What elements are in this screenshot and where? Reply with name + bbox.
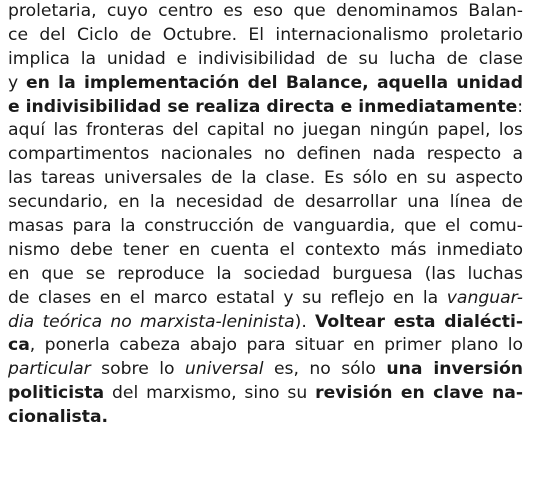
bold-text: en la implementación del Balance, aquella unidad	[25, 72, 523, 93]
text-run: las tareas universales de la clase. Es sólo en su aspecto	[8, 168, 523, 189]
italic-text: particular	[8, 359, 91, 380]
italic-text: universal	[184, 359, 264, 380]
text-line	[8, 263, 523, 287]
text-line	[8, 0, 523, 24]
text-line	[8, 72, 523, 96]
text-run: y	[8, 72, 26, 93]
body-paragraph	[8, 0, 523, 430]
text-line	[8, 358, 523, 382]
text-line	[8, 311, 523, 335]
text-line	[8, 143, 523, 167]
text-line	[8, 119, 523, 143]
text-run: nismo debe tener en cuenta el contexto más inmediato	[8, 239, 523, 260]
text-line	[8, 48, 523, 72]
text-run: es, no sólo	[263, 359, 387, 380]
text-run: ).	[294, 311, 316, 332]
text-line	[8, 191, 523, 215]
bold-text: Voltear esta dialécti-	[315, 311, 523, 332]
text-run: de clases en el marco estatal y su reflejo en la	[8, 287, 447, 308]
bold-text: una inversión	[386, 359, 524, 380]
text-line	[8, 334, 523, 358]
text-line	[8, 24, 523, 48]
text-run: :	[517, 96, 524, 117]
bold-text: e indivisibilidad se realiza directa e inmediatamente	[8, 96, 518, 117]
bold-text: politicista	[8, 383, 105, 404]
italic-text: dia teórica no marxista-leninista	[8, 311, 295, 332]
text-run: sobre lo	[90, 359, 185, 380]
bold-text: cionalista.	[8, 407, 109, 428]
text-line	[8, 406, 523, 430]
text-line	[8, 215, 523, 239]
text-line	[8, 239, 523, 263]
bold-text: ca	[8, 335, 30, 356]
italic-text: vanguar-	[446, 287, 523, 308]
text-line	[8, 287, 523, 311]
text-run: aquí las fronteras del capital no juegan ningún papel, los	[8, 120, 523, 141]
text-run: secundario, en la necesidad de desarrollar una línea de	[8, 192, 523, 213]
bold-text: revisión en clave na-	[315, 383, 523, 404]
text-run: implica la unidad e indivisibilidad de su lucha de clase	[8, 48, 523, 69]
text-line	[8, 167, 523, 191]
text-run: en que se reproduce la sociedad burguesa (las luchas	[8, 263, 523, 284]
text-line	[8, 96, 523, 120]
text-run: compartimentos nacionales no definen nada respecto a	[8, 144, 523, 165]
text-run: masas para la construcción de vanguardia, que el comu-	[8, 216, 523, 237]
text-run: ce del Ciclo de Octubre. El internacionalismo proletario	[8, 24, 523, 45]
text-run: del marxismo, sino su	[104, 383, 316, 404]
text-run: proletaria, cuyo centro es eso que denominamos Balan-	[8, 1, 523, 21]
text-run: , ponerla cabeza abajo para situar en primer plano lo	[29, 335, 523, 356]
text-line	[8, 382, 523, 406]
